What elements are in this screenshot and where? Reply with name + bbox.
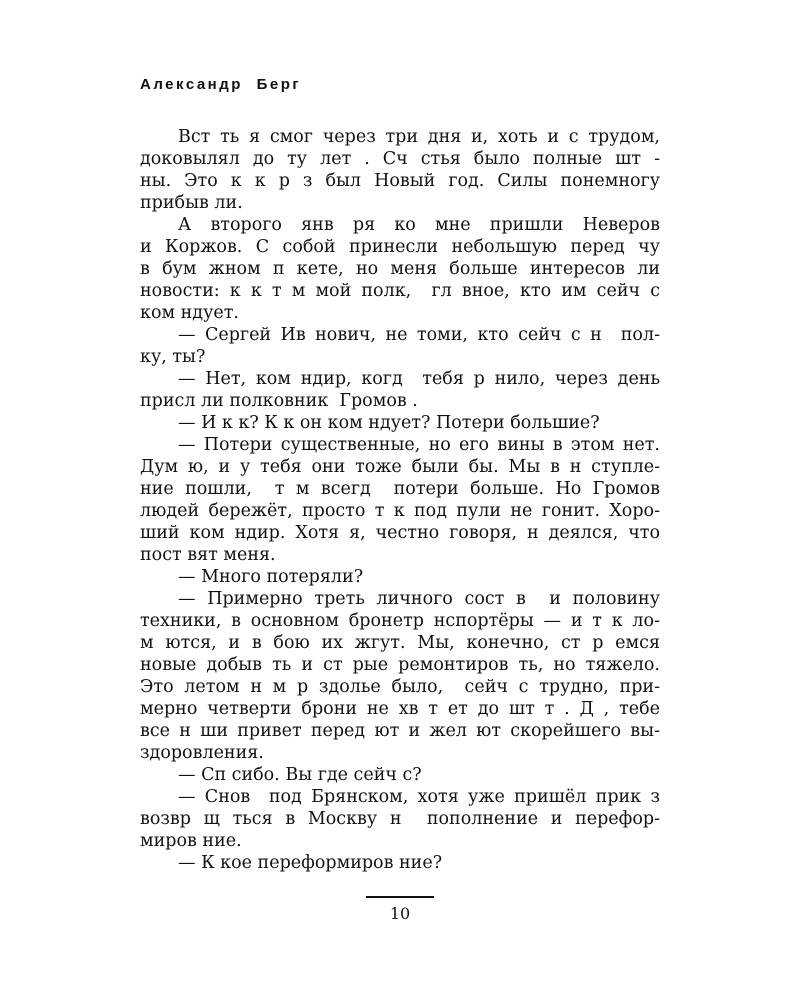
page-number: 10 [389, 904, 411, 923]
footer-divider [366, 896, 434, 898]
text-line: все н ши привет перед ют и жел ют скорейшего вы- [140, 721, 660, 741]
text-line: прибыв ли. [140, 193, 243, 213]
text-line: миров ние. [140, 831, 242, 851]
text-line: техники, в основном бронетр нспортёры — и т к ло- [140, 611, 660, 631]
text-line: А второго янв ря ко мне пришли Неверов [178, 215, 660, 235]
text-line: — Сп сибо. Вы где сейч с? [178, 765, 422, 785]
text-line: ны. Это к к р з был Новый год. Силы понемногу [140, 171, 660, 191]
text-line: людей бережёт, просто т к под пули не гонит. Хоро- [140, 501, 660, 521]
text-line: — К кое переформиров ние? [178, 853, 443, 873]
text-line: ку, ты? [140, 347, 206, 367]
text-line: м ются, и в бою их жгут. Мы, конечно, ст р емся [140, 633, 660, 653]
text-line: доковылял до ту лет . Сч стья было полные шт - [140, 149, 660, 169]
text-line: — Сергей Ив нович, не томи, кто сейч с н пол- [178, 325, 660, 345]
text-line: и Коржов. С собой принесли небольшую перед чу [140, 237, 660, 257]
text-line: в бум жном п кете, но меня больше интересов ли [140, 259, 660, 279]
text-line: — И к к? К к он ком ндует? Потери большие? [178, 413, 600, 433]
text-line: новости: к к т м мой полк, гл вное, кто им сейч с [140, 281, 660, 301]
text-line: здоровления. [140, 743, 264, 763]
text-line: — Нет, ком ндир, когд тебя р нило, через день [178, 369, 660, 389]
text-line: — Примерно треть личного сост в и половину [178, 589, 660, 609]
text-line: Вст ть я смог через три дня и, хоть и с трудом, [178, 127, 660, 147]
text-line: Это летом н м р здолье было, сейч с трудно, при- [140, 677, 660, 697]
text-line: — Много потеряли? [178, 567, 364, 587]
text-line: — Снов под Брянском, хотя уже пришёл прик з [178, 787, 660, 807]
text-line: Дум ю, и у тебя они тоже были бы. Мы в н ступле- [140, 457, 660, 477]
body-text [140, 126, 660, 874]
text-line: пост вят меня. [140, 545, 276, 565]
text-line: присл ли полковник Громов . [140, 391, 418, 411]
text-line: ком ндует. [140, 303, 239, 323]
text-line: мерно четверти брони не хв т ет до шт т . Д , тебе [140, 699, 660, 719]
text-line: ние пошли, т м всегд потери больше. Но Громов [140, 479, 660, 499]
text-line: возвр щ ться в Москву н пополнение и перефор- [140, 809, 660, 829]
text-line: — Потери существенные, но его вины в этом нет. [178, 435, 660, 455]
running-header-author: Александр Берг [140, 76, 302, 93]
text-line: ший ком ндир. Хотя я, честно говоря, н деялся, что [140, 523, 660, 543]
text-line: новые добыв ть и ст рые ремонтиров ть, но тяжело. [140, 655, 660, 675]
